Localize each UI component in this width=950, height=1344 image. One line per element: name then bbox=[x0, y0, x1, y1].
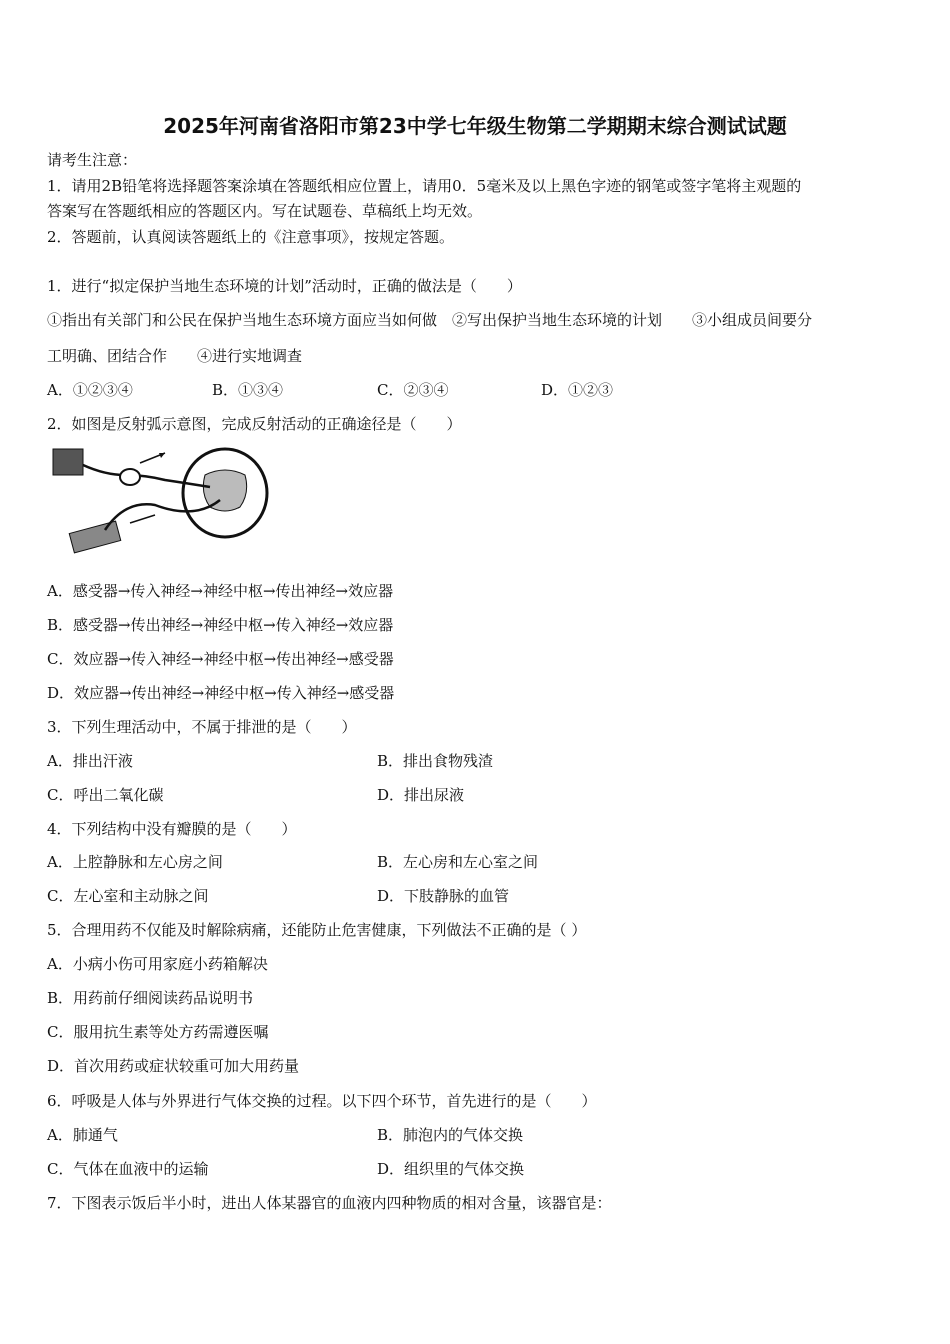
option-b: B．排出食物残渣 bbox=[377, 752, 494, 770]
option-b: B．肺泡内的气体交换 bbox=[377, 1126, 524, 1144]
option-b: B．感受器→传出神经→神经中枢→传入神经→效应器 bbox=[47, 616, 394, 634]
ganglion bbox=[120, 469, 140, 485]
page-title: 2025年河南省洛阳市第23中学七年级生物第二学期期末综合测试试题 bbox=[163, 114, 787, 138]
option-c: C．气体在血液中的运输 bbox=[47, 1160, 209, 1178]
option-d: D．下肢静脉的血管 bbox=[377, 887, 510, 905]
question-statements: ①指出有关部门和公民在保护当地生态环境方面应当如何做 ②写出保护当地生态环境的计划 ③小组成员间要分 bbox=[47, 311, 813, 329]
notice-line: 答案写在答题纸相应的答题区内。写在试题卷、草稿纸上均无效。 bbox=[47, 202, 483, 220]
option-c: C．②③④ bbox=[377, 381, 449, 399]
question-stem: 5．合理用药不仅能及时解除病痛，还能防止危害健康，下列做法不正确的是（ ） bbox=[47, 921, 587, 939]
question-stem: 4．下列结构中没有瓣膜的是（ ） bbox=[47, 820, 297, 838]
option-b: B．左心房和左心室之间 bbox=[377, 853, 539, 871]
option-a: A．①②③④ bbox=[47, 381, 133, 399]
question-stem: 3．下列生理活动中，不属于排泄的是（ ） bbox=[47, 718, 357, 736]
question-stem: 2．如图是反射弧示意图，完成反射活动的正确途径是（ ） bbox=[47, 415, 462, 433]
option-a: A．小病小伤可用家庭小药箱解决 bbox=[47, 955, 268, 973]
notice-heading: 请考生注意： bbox=[47, 151, 138, 169]
option-a: A．上腔静脉和左心房之间 bbox=[47, 853, 223, 871]
option-a: A．排出汗液 bbox=[47, 752, 133, 770]
option-d: D．排出尿液 bbox=[377, 786, 465, 804]
option-d: D．①②③ bbox=[541, 381, 614, 399]
question-stem: 7．下图表示饭后半小时，进出人体某器官的血液内四种物质的相对含量，该器官是： bbox=[47, 1194, 612, 1212]
notice-line: 2．答题前，认真阅读答题纸上的《注意事项》，按规定答题。 bbox=[47, 228, 455, 246]
question-stem: 6．呼吸是人体与外界进行气体交换的过程。以下四个环节，首先进行的是（ ） bbox=[47, 1092, 597, 1110]
grey-matter bbox=[203, 470, 246, 511]
option-c: C．左心室和主动脉之间 bbox=[47, 887, 209, 905]
arrow-icon bbox=[130, 515, 155, 523]
option-b: B．①③④ bbox=[212, 381, 284, 399]
option-d: D．效应器→传出神经→神经中枢→传入神经→感受器 bbox=[47, 684, 395, 702]
option-c: C．服用抗生素等处方药需遵医嘱 bbox=[47, 1023, 269, 1041]
option-a: A．肺通气 bbox=[47, 1126, 118, 1144]
receptor bbox=[53, 449, 83, 475]
notice-line: 1．请用2B铅笔将选择题答案涂填在答题纸相应位置上，请用0．5毫米及以上黑色字迹的钢笔或签字笔将主观题的 bbox=[47, 177, 802, 195]
option-c: C．效应器→传入神经→神经中枢→传出神经→感受器 bbox=[47, 650, 394, 668]
question-stem: 1．进行“拟定保护当地生态环境的计划”活动时，正确的做法是（ ） bbox=[47, 277, 522, 295]
option-b: B．用药前仔细阅读药品说明书 bbox=[47, 989, 254, 1007]
option-c: C．呼出二氧化碳 bbox=[47, 786, 164, 804]
reflex-arc-diagram bbox=[45, 445, 270, 557]
effector-muscle bbox=[69, 521, 121, 553]
option-d: D．首次用药或症状较重可加大用药量 bbox=[47, 1057, 300, 1075]
question-statements: 工明确、团结合作 ④进行实地调查 bbox=[47, 347, 303, 365]
option-a: A．感受器→传入神经→神经中枢→传出神经→效应器 bbox=[47, 582, 394, 600]
option-d: D．组织里的气体交换 bbox=[377, 1160, 525, 1178]
